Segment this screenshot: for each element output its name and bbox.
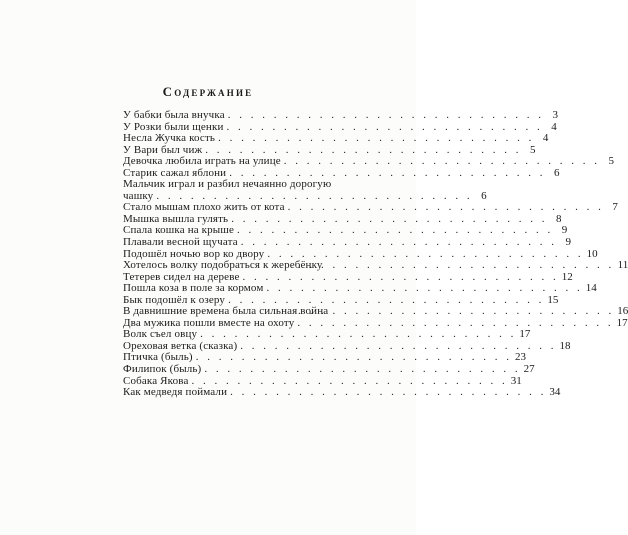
- toc-entry: [123, 155, 615, 168]
- toc-dot-leader: . . . . . . . . . . . . . . . . . . . . . . . . . . . .: [226, 120, 543, 133]
- toc-entry-page: 3: [552, 109, 558, 121]
- toc-dot-leader: . . . . . . . . . . . . . . . . . . . . . . . . . . . .: [297, 316, 614, 329]
- toc-entry-title: У Розки были щенки: [123, 120, 224, 133]
- toc-entry-title: чашку: [123, 189, 154, 202]
- toc-dot-leader: . . . . . . . . . . . . . . . . . . . . . . . . . . . .: [240, 236, 557, 249]
- toc-entry-page: 15: [547, 293, 559, 306]
- toc-entry-title: Ореховая ветка (сказка): [123, 339, 238, 352]
- toc-dot-leader: . . . . . . . . . . . . . . . . . . . . . . . . . . . .: [204, 363, 521, 376]
- toc-dot-leader: . . . . . . . . . . . . . . . . . . . . . . . . . . . .: [283, 155, 601, 168]
- toc-entry-title: Тетерев сидел на дереве: [123, 270, 240, 283]
- toc-entry-title: Подошёл ночью вор ко двору: [123, 247, 265, 260]
- toc-dot-leader: . . . . . . . . . . . . . . . . . . . . . . . . . . . .: [298, 305, 615, 318]
- toc-entry-page: 7: [612, 201, 618, 214]
- toc-dot-leader: . . . . . . . . . . . . . . . . . . . . . . . . . . . .: [231, 212, 548, 225]
- toc-dot-leader: . . . . . . . . . . . . . . . . . . . . . . . . . . . .: [227, 109, 544, 121]
- toc-entry-page: 18: [559, 339, 571, 352]
- toc-entry-title: Стало мышам плохо жить от кота: [123, 201, 285, 214]
- toc-entry-page: 9: [565, 236, 571, 249]
- toc-entry-page: 31: [510, 374, 522, 387]
- toc-entry-title: Спала кошка на крыше: [123, 224, 234, 237]
- toc-entry-page: 6: [481, 189, 487, 202]
- toc-entry-title: Как медведя поймали: [123, 386, 228, 399]
- toc-dot-leader: . . . . . . . . . . . . . . . . . . . . . . . . . . . .: [240, 339, 557, 352]
- toc-entry-page: 27: [523, 363, 535, 376]
- toc-entry-page: 17: [519, 328, 531, 341]
- toc-dot-leader: . . . . . . . . . . . . . . . . . . . . . . . . . . . .: [205, 143, 522, 156]
- toc-dot-leader: . . . . . . . . . . . . . . . . . . . . . . . . . . . .: [191, 374, 508, 387]
- toc-entry-title: Два мужика пошли вместе на охоту: [123, 316, 295, 329]
- toc-entry-title: Птичка (быль): [123, 351, 193, 364]
- toc-entry: [123, 259, 628, 272]
- toc-entry: [123, 363, 535, 376]
- toc-entry-page: 12: [561, 270, 573, 283]
- toc-entry-page: 17: [616, 316, 628, 329]
- toc-entry-title: У бабки была внучка: [123, 109, 225, 121]
- toc-entry-title: Старик сажал яблони: [123, 166, 227, 179]
- toc-dot-leader: . . . . . . . . . . . . . . . . . . . . . . . . . . . .: [228, 293, 545, 306]
- toc-entry-page: 5: [530, 143, 536, 156]
- toc-entry-title: Несла Жучка кость: [123, 132, 216, 145]
- toc-entry-title: Плавали весной щучата: [123, 236, 238, 249]
- toc-entry-title: Пошла коза в поле за кормом: [123, 282, 264, 295]
- toc-dot-leader: . . . . . . . . . . . . . . . . . . . . . . . . . . . .: [156, 189, 473, 202]
- toc-dot-leader: . . . . . . . . . . . . . . . . . . . . . . . . . . . .: [218, 132, 535, 145]
- toc-entry-title: Мальчик играл и разбил нечаянно дорогую: [123, 178, 332, 191]
- toc-entry-page: 16: [617, 305, 628, 318]
- toc-dot-leader: . . . . . . . . . . . . . . . . . . . . . . . . . . . .: [195, 351, 512, 364]
- toc-entry: [123, 109, 558, 122]
- toc-dot-leader: . . . . . . . . . . . . . . . . . . . . . . . . . . . .: [266, 282, 583, 295]
- toc-entry-page: 5: [608, 155, 615, 168]
- toc-entry-title: У Вари был чиж: [123, 143, 203, 156]
- toc-entry-page: 8: [555, 212, 562, 225]
- toc-entry-page: 11: [617, 259, 628, 272]
- toc-entry-page: 4: [542, 132, 549, 145]
- toc-entry: [123, 236, 571, 249]
- toc-entry-title: Хотелось волку подобраться к жеребёнку: [123, 259, 323, 272]
- toc-entry: [123, 132, 549, 145]
- toc-entry-title: Девочка любила играть на улице: [123, 155, 281, 168]
- toc-entry-page: 14: [585, 282, 597, 295]
- toc-entry: [123, 386, 561, 399]
- toc-entry-page: 34: [549, 386, 561, 399]
- toc-entry-title: Мышка вышла гулять: [123, 212, 229, 225]
- toc-dot-leader: . . . . . . . . . . . . . . . . . . . . . . . . . . . .: [200, 328, 517, 341]
- toc-dot-leader: . . . . . . . . . . . . . . . . . . . . . . . . . . . .: [230, 386, 547, 399]
- toc-dot-leader: . . . . . . . . . . . . . . . . . . . . . . . . . . . .: [298, 259, 615, 272]
- toc-entry-page: 6: [553, 166, 560, 179]
- toc-entry-page: 4: [551, 120, 557, 133]
- table-of-contents: [123, 109, 628, 399]
- toc-dot-leader: . . . . . . . . . . . . . . . . . . . . . . . . . . . .: [229, 166, 546, 179]
- toc-entry-page: 23: [515, 351, 526, 364]
- toc-dot-leader: . . . . . . . . . . . . . . . . . . . . . . . . . . . .: [267, 247, 584, 260]
- toc-dot-leader: . . . . . . . . . . . . . . . . . . . . . . . . . . . .: [242, 270, 559, 283]
- toc-entry-page: 9: [561, 224, 568, 237]
- toc-entry-title: Бык подошёл к озеру: [123, 293, 226, 306]
- toc-dot-leader: . . . . . . . . . . . . . . . . . . . . . . . . . . . .: [237, 224, 554, 237]
- contents-heading: Содержание: [162, 84, 254, 99]
- toc-entry-page: 10: [586, 247, 598, 260]
- toc-entry-title: Собака Якова: [123, 374, 189, 387]
- toc-entry-title: Волк съел овцу: [123, 328, 198, 341]
- toc-dot-leader: . . . . . . . . . . . . . . . . . . . . . . . . . . . .: [287, 201, 604, 214]
- toc-entry-title: В давнишние времена была сильная война: [123, 305, 329, 318]
- toc-entry-title: Филипок (быль): [123, 363, 202, 376]
